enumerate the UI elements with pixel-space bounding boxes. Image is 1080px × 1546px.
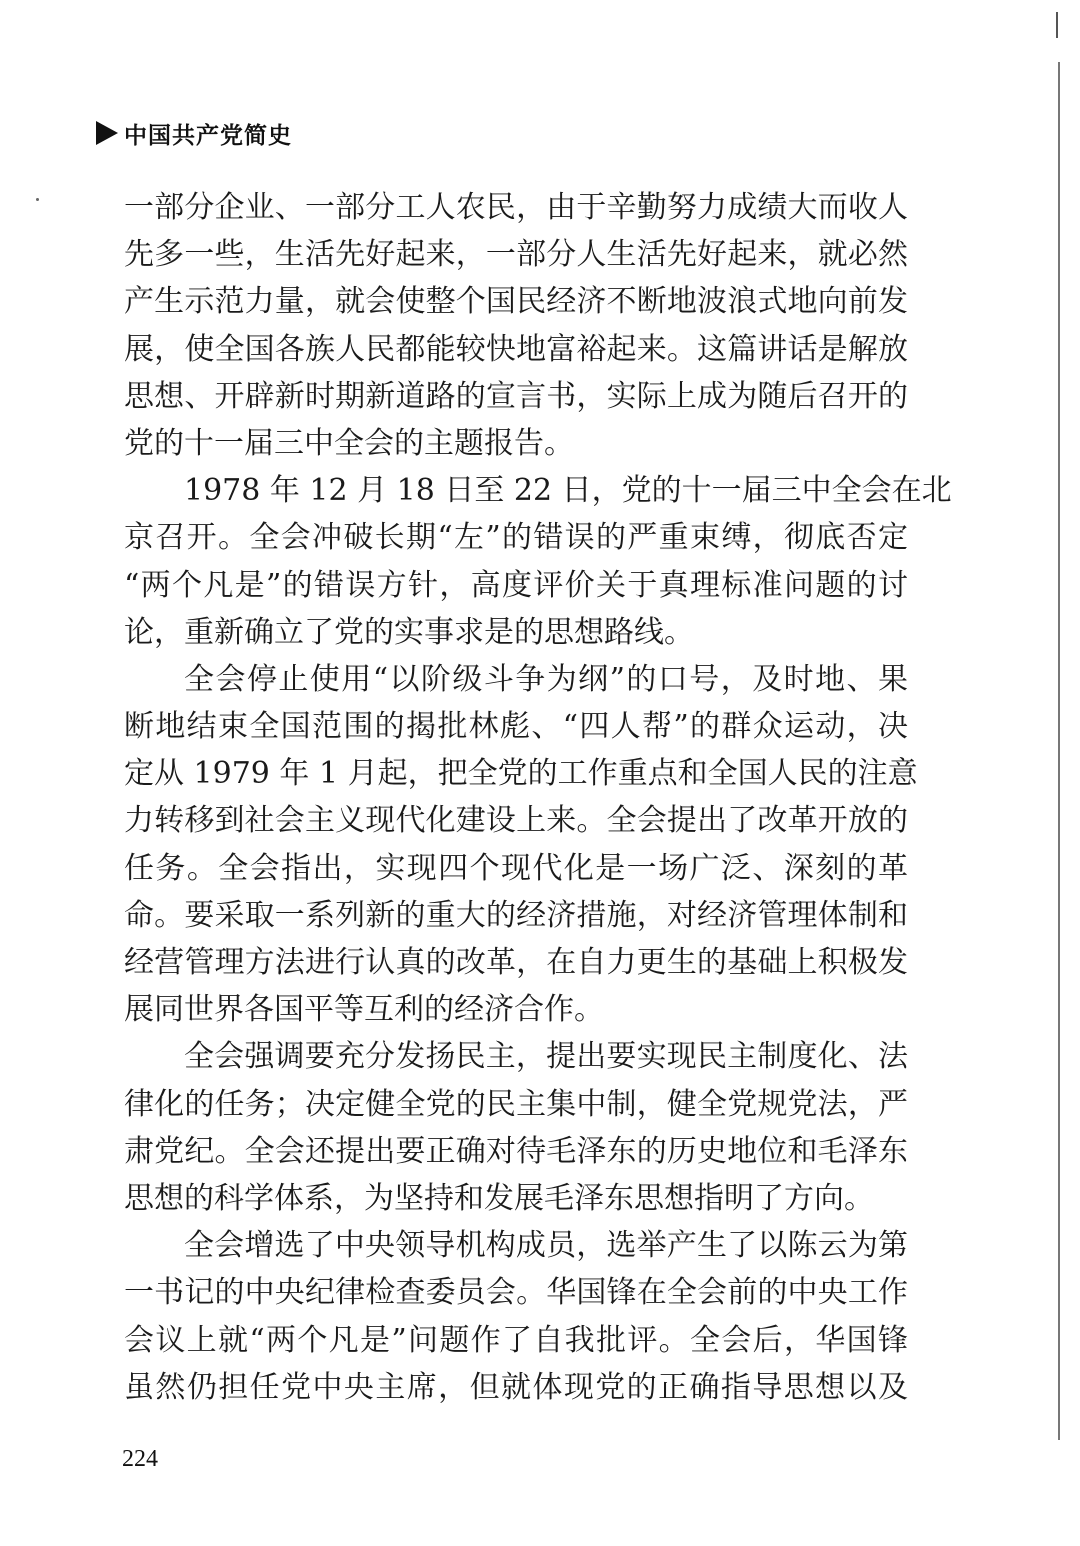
text-line: 律化的任务；决定健全党的民主集中制，健全党规党法，严 — [124, 1086, 908, 1122]
text-line: 产生示范力量，就会使整个国民经济不断地波浪式地向前发 — [124, 284, 908, 320]
scan-speck — [36, 198, 39, 201]
text-line: 会议上就“两个凡是”问题作了自我批评。全会后，华国锋 — [124, 1322, 908, 1358]
scan-edge-mark — [1056, 12, 1058, 38]
text-line: 经营管理方法进行认真的改革，在自力更生的基础上积极发 — [124, 945, 908, 980]
text-line: 虽然仍担任党中央主席，但就体现党的正确指导思想以及 — [124, 1369, 908, 1405]
text-line: 命。要采取一系列新的重大的经济措施，对经济管理体制和 — [124, 897, 908, 933]
text-line: 1978 年 12 月 18 日至 22 日，党的十一届三中全会在北 — [184, 473, 952, 509]
text-line: 全会增选了中央领导机构成员，选举产生了以陈云为第 — [184, 1228, 908, 1264]
body-text — [124, 184, 952, 1411]
text-line: 断地结束全国范围的揭批林彪、“四人帮”的群众运动，决 — [124, 709, 908, 745]
text-line: 先多一些，生活先好起来，一部分人生活先好起来，就必然 — [124, 237, 908, 273]
text-line: 展，使全国各族人民都能较快地富裕起来。这篇讲话是解放 — [124, 331, 908, 367]
text-line: 力转移到社会主义现代化建设上来。全会提出了改革开放的 — [124, 803, 908, 839]
text-line: 思想、开辟新时期新道路的宣言书，实际上成为随后召开的 — [124, 378, 908, 414]
text-line: 一部分企业、一部分工人农民，由于辛勤努力成绩大而收人 — [124, 190, 908, 225]
text-line: 党的十一届三中全会的主题报告。 — [124, 425, 574, 461]
text-line: 全会强调要充分发扬民主，提出要实现民主制度化、法 — [184, 1039, 908, 1075]
text-line: 展同世界各国平等互利的经济合作。 — [124, 992, 604, 1028]
running-header — [96, 116, 292, 150]
text-line: 思想的科学体系，为坚持和发展毛泽东思想指明了方向。 — [124, 1180, 874, 1216]
text-line: 任务。全会指出，实现四个现代化是一场广泛、深刻的革 — [124, 850, 908, 886]
text-line: 全会停止使用“以阶级斗争为纲”的口号，及时地、果 — [184, 661, 908, 697]
text-line: 京召开。全会冲破长期“左”的错误的严重束缚，彻底否定 — [124, 520, 908, 556]
text-line: “两个凡是”的错误方针，高度评价关于真理标准问题的讨 — [124, 567, 908, 603]
text-line: 论，重新确立了党的实事求是的思想路线。 — [124, 614, 694, 650]
text-line: 定从 1979 年 1 月起，把全党的工作重点和全国人民的注意 — [124, 756, 918, 792]
text-line: 肃党纪。全会还提出要正确对待毛泽东的历史地位和毛泽东 — [124, 1133, 908, 1169]
page-number: 224 — [122, 1446, 158, 1472]
text-line: 一书记的中央纪律检查委员会。华国锋在全会前的中央工作 — [124, 1275, 908, 1311]
book-title: 中国共产党简史 — [124, 122, 292, 149]
scan-edge-line — [1058, 62, 1060, 1440]
triangle-arrow-icon — [96, 121, 118, 145]
